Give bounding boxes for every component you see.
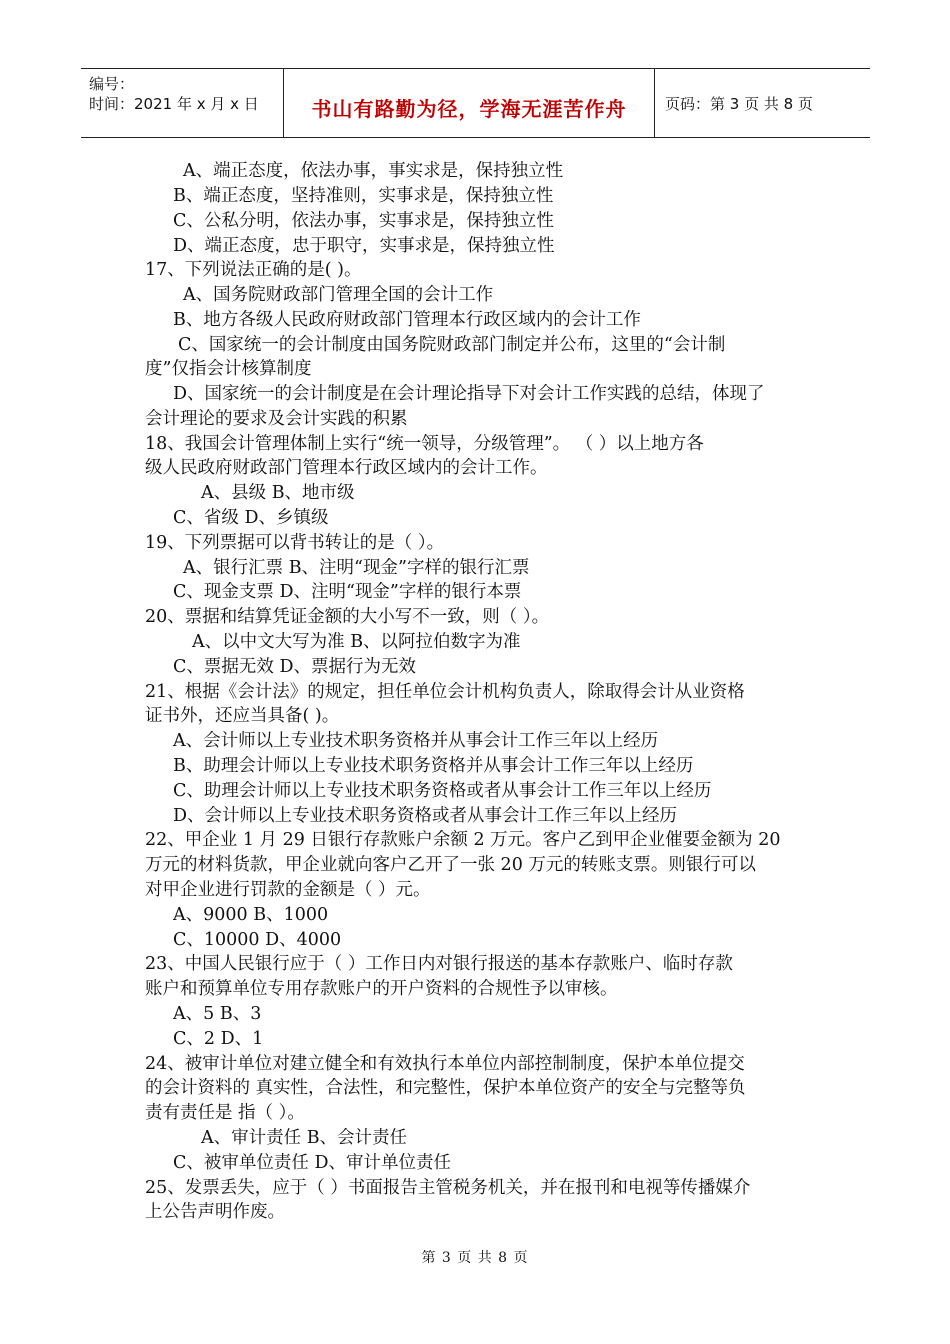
question-line: 20、票据和结算凭证金额的大小写不一致，则（ ）。 bbox=[145, 607, 550, 627]
question-line: 25、发票丢失，应于（ ）书面报告主管税务机关，并在报刊和电视等传播媒介 bbox=[145, 1178, 751, 1198]
text-line: A、会计师以上专业技术职务资格并从事会计工作三年以上经历 bbox=[173, 731, 659, 751]
text-line: 万元的材料货款，甲企业就向客户乙开了一张 20 万元的转账支票。则银行可以 bbox=[145, 855, 756, 875]
text-line: D、端正态度，忠于职守，实事求是，保持独立性 bbox=[173, 236, 555, 256]
text-line: 对甲企业进行罚款的金额是（ ）元。 bbox=[145, 880, 431, 900]
text-line: 上公告声明作废。 bbox=[145, 1202, 285, 1222]
text-line: C、现金支票 D、注明“现金”字样的银行本票 bbox=[173, 582, 522, 602]
time-label: 时间：2021 年 x 月 x 日 bbox=[89, 95, 259, 113]
text-line: B、地方各级人民政府财政部门管理本行政区域内的会计工作 bbox=[173, 310, 641, 330]
question-line: 21、根据《会计法》的规定，担任单位会计机构负责人，除取得会计从业资格 bbox=[145, 682, 745, 702]
text-line: 的会计资料的 真实性，合法性，和完整性，保护本单位资产的安全与完整等负 bbox=[145, 1078, 746, 1098]
text-line: A、银行汇票 B、注明“现金”字样的银行汇票 bbox=[183, 558, 530, 578]
text-line: 账户和预算单位专用存款账户的开户资料的合规性予以审核。 bbox=[145, 979, 618, 999]
text-line: A、5 B、3 bbox=[173, 1004, 262, 1024]
text-line: D、国家统一的会计制度是在会计理论指导下对会计工作实践的总结，体现了 bbox=[173, 384, 765, 404]
text-line: C、公私分明，依法办事，实事求是，保持独立性 bbox=[173, 211, 554, 231]
text-line: C、国家统一的会计制度由国务院财政部门制定并公布，这里的“会计制 bbox=[178, 335, 726, 355]
text-line: 度”仅指会计核算制度 bbox=[145, 359, 312, 379]
text-line: A、县级 B、地市级 bbox=[201, 483, 355, 503]
page-info: 页码：第 3 页 共 8 页 bbox=[665, 95, 813, 113]
page-footer: 第 3 页 共 8 页 bbox=[421, 1250, 529, 1266]
question-line: 23、中国人民银行应于（ ）工作日内对银行报送的基本存款账户、临时存款 bbox=[145, 954, 733, 974]
text-line: A、端正态度，依法办事，事实求是，保持独立性 bbox=[183, 161, 564, 181]
question-line: 17、下列说法正确的是( )。 bbox=[145, 260, 362, 280]
text-line: D、会计师以上专业技术职务资格或者从事会计工作三年以上经历 bbox=[173, 806, 678, 826]
question-line: 22、甲企业 1 月 29 日银行存款账户余额 2 万元。客户乙到甲企业催要金额为 20 bbox=[145, 830, 781, 850]
text-line: B、端正态度，坚持准则，实事求是，保持独立性 bbox=[173, 186, 554, 206]
text-line: C、省级 D、乡镇级 bbox=[173, 508, 329, 528]
number-label: 编号： bbox=[89, 75, 135, 93]
text-line: 证书外，还应当具备( )。 bbox=[145, 706, 340, 726]
text-line: C、10000 D、4000 bbox=[173, 930, 342, 950]
text-line: C、票据无效 D、票据行为无效 bbox=[173, 657, 416, 677]
text-line: A、审计责任 B、会计责任 bbox=[201, 1128, 408, 1148]
text-line: A、国务院财政部门管理全国的会计工作 bbox=[183, 285, 494, 305]
text-line: B、助理会计师以上专业技术职务资格并从事会计工作三年以上经历 bbox=[173, 756, 694, 776]
text-line: A、9000 B、1000 bbox=[173, 905, 329, 925]
question-line: 18、我国会计管理体制上实行“统一领导，分级管理”。 （ ）以上地方各 bbox=[145, 434, 704, 454]
text-line: A、以中文大写为准 B、以阿拉伯数字为准 bbox=[192, 632, 521, 652]
text-line: C、助理会计师以上专业技术职务资格或者从事会计工作三年以上经历 bbox=[173, 781, 712, 801]
question-line: 19、下列票据可以背书转让的是（ ）。 bbox=[145, 533, 445, 553]
text-line: C、被审单位责任 D、审计单位责任 bbox=[173, 1153, 451, 1173]
text-line: 级人民政府财政部门管理本行政区域内的会计工作。 bbox=[145, 458, 548, 478]
text-line: 会计理论的要求及会计实践的积累 bbox=[145, 409, 408, 429]
text-line: 责有责任是 指（ ）。 bbox=[145, 1103, 305, 1123]
question-line: 24、被审计单位对建立健全和有效执行本单位内部控制制度，保护本单位提交 bbox=[145, 1054, 745, 1074]
text-line: C、2 D、1 bbox=[173, 1029, 264, 1049]
motto-text: 书山有路勤为径，学海无涯苦作舟 bbox=[311, 97, 627, 121]
